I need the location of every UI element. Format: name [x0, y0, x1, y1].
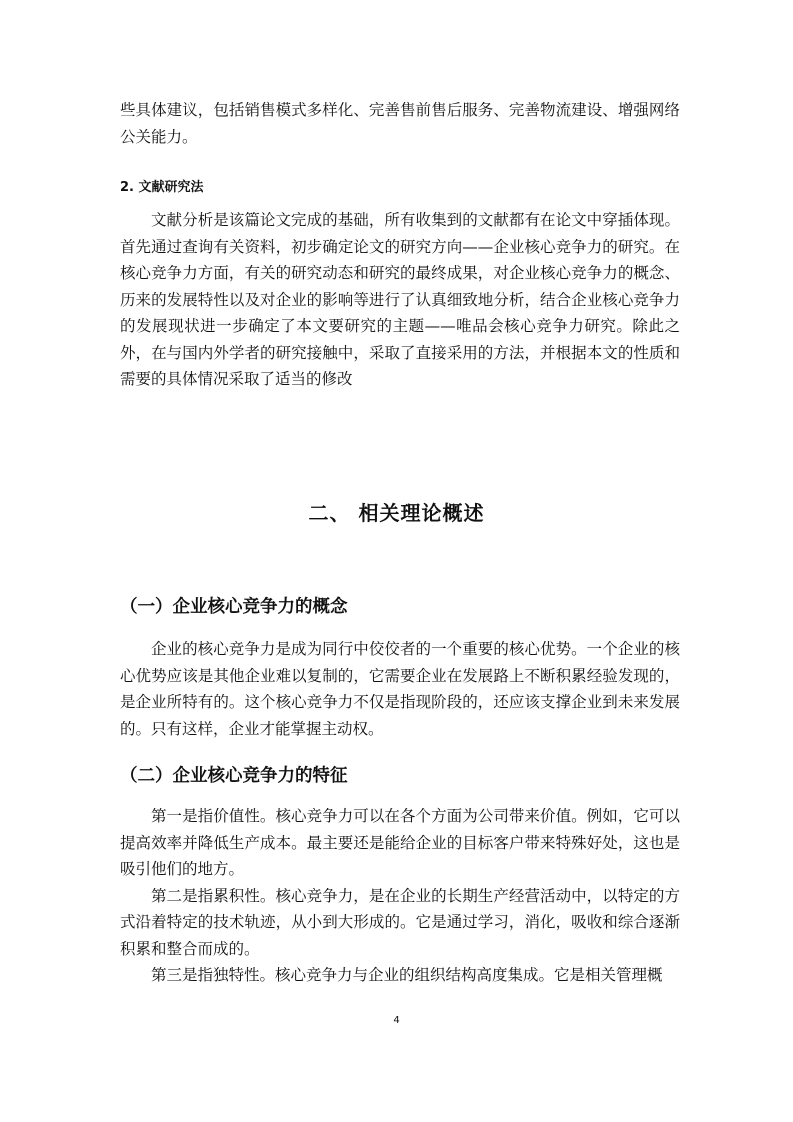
section-heading-concept: （一）企业核心竞争力的概念: [120, 597, 348, 617]
literature-method-block: [120, 207, 680, 393]
concept-paragraph: 企业的核心竞争力是成为同行中佼佼者的一个重要的核心优势。一个企业的核心优势应该是其他企业难以复制的，它需要企业在发展路上不断积累经验发现的，是企业所特有的。这个核心竞争力不仅是指现阶段的，还应该支撑企业到未来发展的。只有这样，企业才能掌握主动权。: [120, 640, 680, 738]
continuation-paragraph-block: [120, 97, 680, 150]
literature-method-paragraph: 文献分析是该篇论文完成的基础，所有收集到的文献都有在论文中穿插体现。首先通过查询有关资料，初步确定论文的研究方向——企业核心竞争力的研究。在核心竞争力方面，有关的研究动态和研究的最终成果，对企业核心竞争力的概念、历来的发展特性以及对企业的影响等进行了认真细致地分析，结合企业核心竞争力的发展现状进一步确定了本文要研究的主题——唯品会核心竞争力研究。除此之外，在与国内外学者的研究接触中，采取了直接采用的方法，并根据本文的性质和需要的具体情况采取了适当的修改: [120, 211, 680, 388]
feature-paragraph-accumulation: 第二是指累积性。核心竞争力，是在企业的长期生产经营活动中，以特定的方式沿着特定的技术轨迹，从小到大形成的。它是通过学习，消化，吸收和综合逐渐积累和整合而成的。: [120, 886, 680, 958]
features-block: [120, 803, 680, 989]
concept-block: [120, 636, 680, 742]
chapter-heading: 二、 相关理论概述: [308, 501, 485, 525]
continuation-paragraph: 些具体建议，包括销售模式多样化、完善售前售后服务、完善物流建设、增强网络公关能力。: [120, 101, 680, 146]
section-heading-features: （二）企业核心竞争力的特征: [120, 766, 348, 786]
subheading-literature-method: 2. 文献研究法: [120, 180, 204, 195]
page-number: 4: [393, 1015, 400, 1026]
feature-paragraph-uniqueness: 第三是指独特性。核心竞争力与企业的组织结构高度集成。它是相关管理概: [151, 966, 663, 984]
feature-paragraph-value: 第一是指价值性。核心竞争力可以在各个方面为公司带来价值。例如，它可以提高效率并降低生产成本。最主要还是能给企业的目标客户带来特殊好处，这也是吸引他们的地方。: [120, 807, 680, 878]
